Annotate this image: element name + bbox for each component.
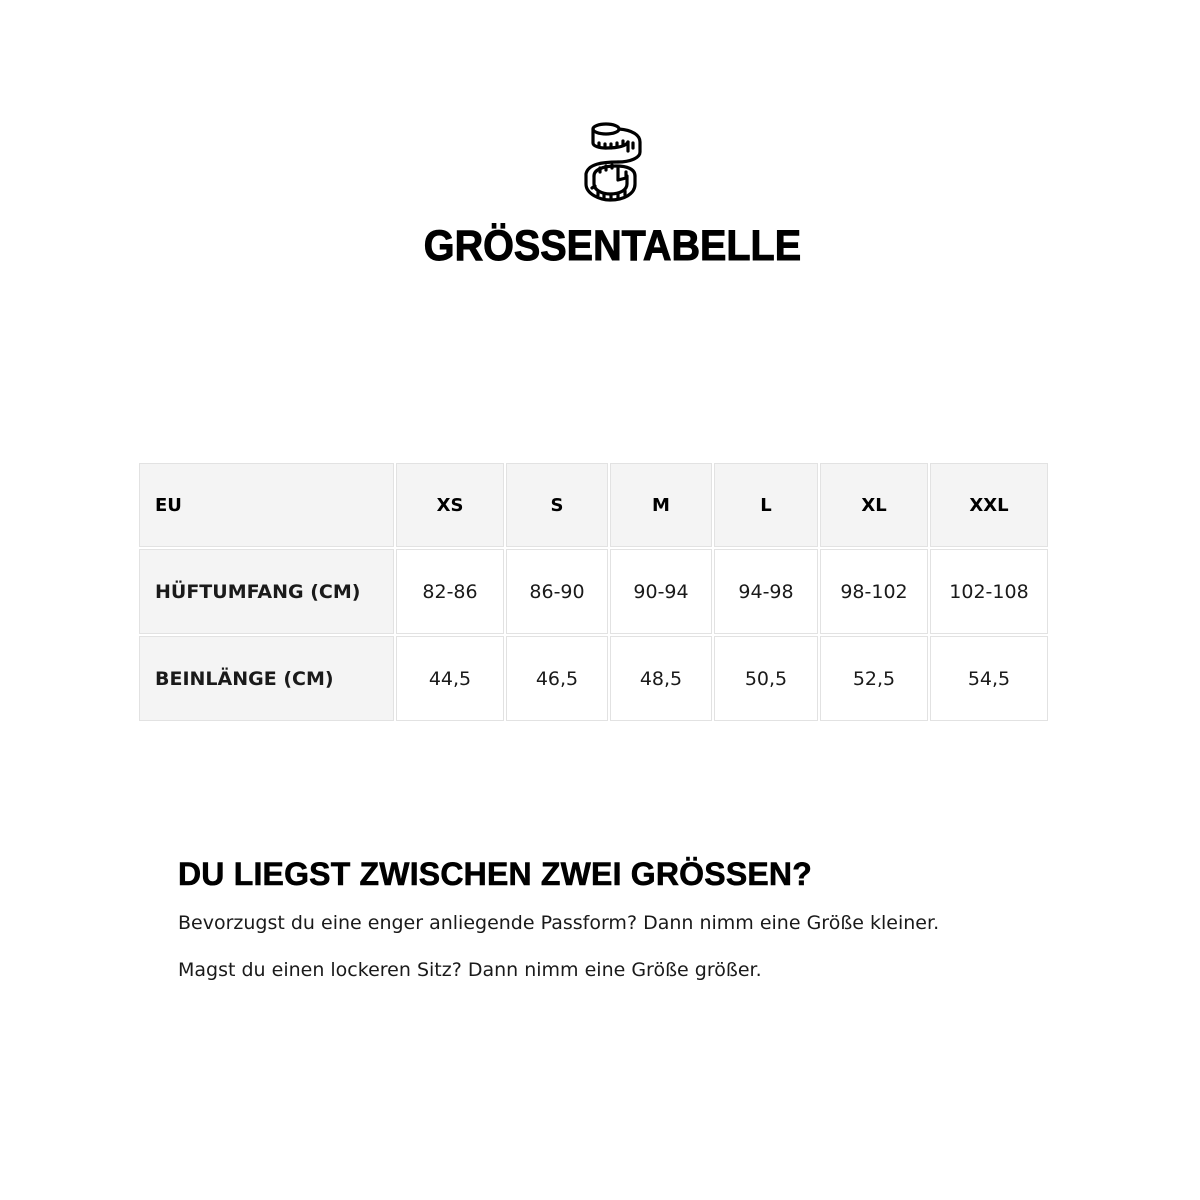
size-header-xl: XL [820, 463, 928, 547]
table-cell: 98-102 [820, 549, 928, 634]
table-cell: 82-86 [396, 549, 504, 634]
table-header-row [139, 463, 1048, 547]
table-row [139, 549, 1048, 634]
size-header-s: S [506, 463, 608, 547]
size-header-m: M [610, 463, 712, 547]
size-header-xs: XS [396, 463, 504, 547]
table-cell: 48,5 [610, 636, 712, 721]
fit-advice-tight: Bevorzugst du eine enger anliegende Passform? Dann nimm eine Größe kleiner. [178, 912, 940, 934]
fit-advice-loose: Magst du einen lockeren Sitz? Dann nimm eine Größe größer. [178, 959, 762, 981]
table-cell: 86-90 [506, 549, 608, 634]
row-label-leg-length: BEINLÄNGE (CM) [139, 636, 394, 721]
table-cell: 44,5 [396, 636, 504, 721]
measuring-tape-icon [580, 118, 644, 204]
table-cell: 46,5 [506, 636, 608, 721]
table-cell: 54,5 [930, 636, 1048, 721]
size-header-xxl: XXL [930, 463, 1048, 547]
table-row [139, 636, 1048, 721]
table-cell: 52,5 [820, 636, 928, 721]
table-cell: 50,5 [714, 636, 818, 721]
table-cell: 90-94 [610, 549, 712, 634]
table-header-label: EU [139, 463, 394, 547]
size-table [137, 461, 1050, 723]
row-label-hip: HÜFTUMFANG (CM) [139, 549, 394, 634]
table-cell: 94-98 [714, 549, 818, 634]
table-cell: 102-108 [930, 549, 1048, 634]
page-title: GRÖSSENTABELLE [423, 222, 802, 270]
fit-advice-heading: DU LIEGST ZWISCHEN ZWEI GRÖSSEN? [178, 856, 812, 892]
size-header-l: L [714, 463, 818, 547]
